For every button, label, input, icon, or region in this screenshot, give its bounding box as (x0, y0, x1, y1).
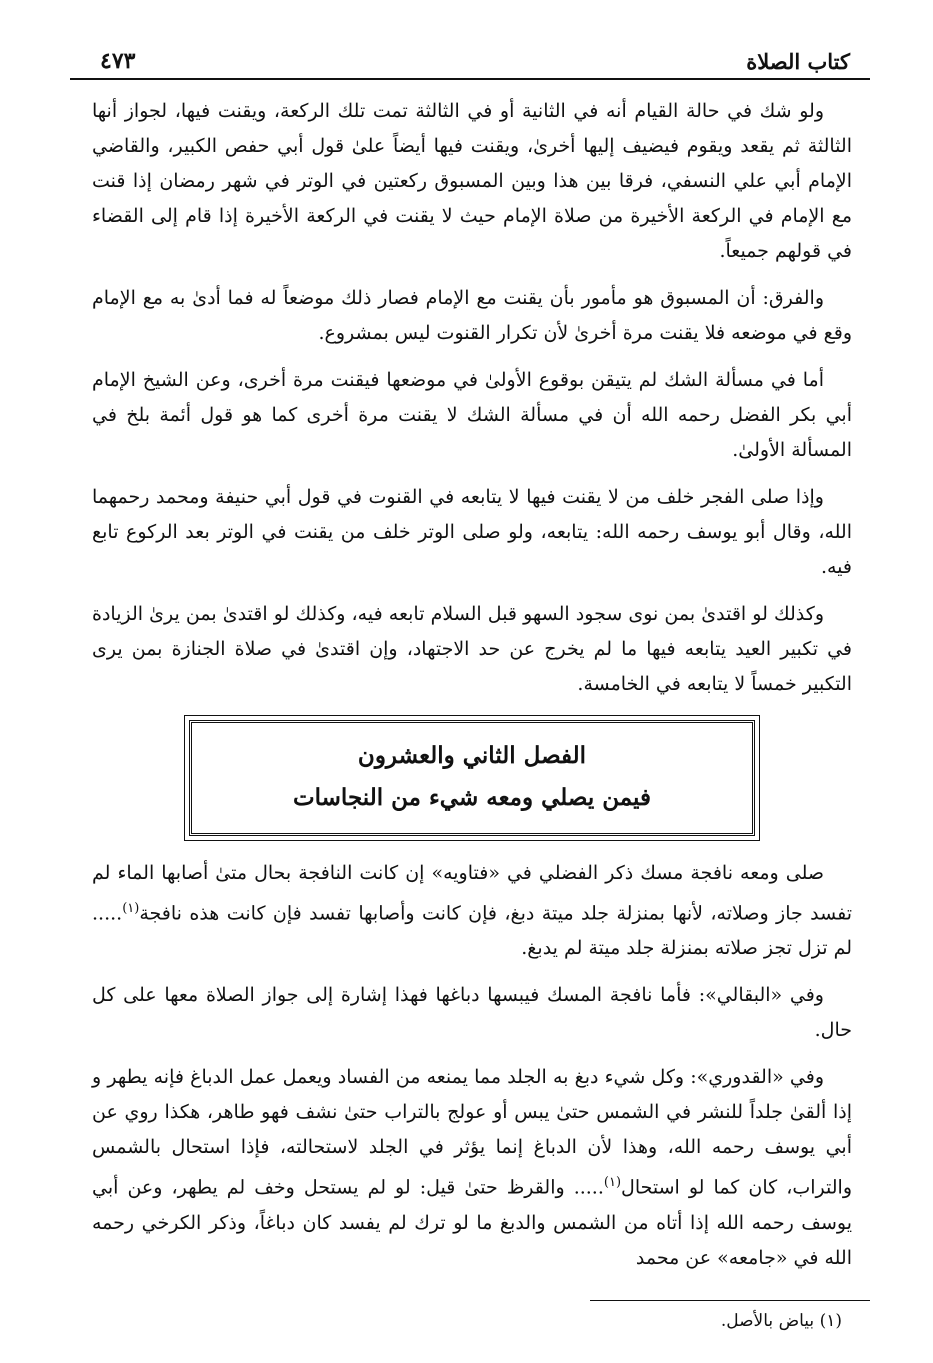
page-number: ٤٧٣ (100, 48, 136, 74)
chapter-heading-line2: فيمن يصلي ومعه شيء من النجاسات (293, 784, 651, 811)
footnote-marker: (١) (819, 1310, 842, 1331)
book-page (70, 40, 870, 1340)
paragraph: ولو شك في حالة القيام أنه في الثانية أو في الثالثة تمت تلك الركعة، ويقنت فيها، لجواز أنها الثالثة ثم يقعد ويقوم فيضيف إليها أخرىٰ، ويقنت فيها أيضاً علىٰ قول أبي حفص الكبير، والقاضي الإمام أبي علي النسفي، فرقا بين هذا وبين المسبوق ركعتين في الوتر في شهر رمضان إذا قنت مع الإمام في الركعة الأخيرة من صلاة الإمام حيث لا يقنت في الركعة الأخيرة إذا قام إلى القضاء في قولهم جميعاً. (92, 100, 852, 262)
paragraph: وإذا صلى الفجر خلف من لا يقنت فيها لا يتابعه في القنوت في قول أبي حنيفة ومحمد رحمهما الله، وقال أبو يوسف رحمه الله: يتابعه، ولو صلى الوتر خلف من يقنت في الوتر بعد الركوع تابع فيه. (92, 486, 852, 578)
footnote (70, 1311, 870, 1331)
chapter-heading-box (189, 720, 755, 836)
chapter-title: كتاب الصلاة (746, 49, 850, 74)
main-text (70, 94, 870, 1276)
paragraph-text: ..... لم تزل تجز صلاته بمنزلة جلد ميتة لم يدبغ. (92, 902, 852, 960)
paragraph: وفي «البقالي»: فأما نافجة المسك فيبسها دباغها فهذا إشارة إلى جواز الصلاة معها على كل حال. (92, 984, 852, 1042)
paragraph (92, 1060, 852, 1275)
footnote-text: بياض بالأصل. (720, 1310, 815, 1331)
footnote-divider (590, 1300, 870, 1301)
running-header (70, 40, 870, 80)
chapter-heading-line1: الفصل الثاني والعشرون (357, 742, 587, 769)
footnote-reference: (١) (603, 1175, 622, 1191)
footnote-reference: (١) (122, 901, 140, 916)
paragraph: وكذلك لو اقتدىٰ بمن نوى سجود السهو قبل السلام تابعه فيه، وكذلك لو اقتدىٰ بمن يرىٰ الزيادة في تكبير العيد يتابعه فيها ما لم يخرج عن حد الاجتهاد، وإن اقتدىٰ في صلاة الجنازة بمن يرى التكبير خمساً لا يتابعه في الخامسة. (92, 603, 852, 695)
paragraph-text: صلى ومعه نافجة مسك ذكر الفضلي في «فتاويه» إن كانت النافجة بحال متىٰ أصابها الماء لم تفسد جاز وصلاته، لأنها بمنزلة جلد ميتة دبغ، فإن كانت وأصابها تفسد فإن كانت هذه نافجة (92, 862, 852, 925)
paragraph-text: وفي «القدوري»: وكل شيء دبغ به الجلد مما يمنعه من الفساد ويعمل عمل الدباغ فإنه يطهر و إذا ألقىٰ جلداً للنشر في الشمس حتىٰ يبس أو عولج بالتراب حتىٰ نشف فهو طاهر، هكذا روي عن أبي يوسف رحمه الله، وهذا لأن الدباغ إنما يؤثر في الجلد لاستحالته، فإذا استحال بالشمس والتراب، كان كما لو استحال (92, 1066, 852, 1199)
paragraph-text: ..... والقرظ حتىٰ قيل: لو لم يستحل وخف لم يطهر، وعن أبي يوسف رحمه الله إذا أتاه من الشمس والدبغ ما لو ترك لم يفسد كان دباغاً، وذكر الكرخي رحمه الله في «جامعه» عن محمد (92, 1176, 852, 1269)
paragraph (92, 856, 852, 966)
paragraph: أما في مسألة الشك لم يتيقن بوقوع الأولىٰ في موضعها فيقنت مرة أخرى، وعن الشيخ الإمام أبي بكر الفضل رحمه الله أن في مسألة الشك لا يقنت مرة أخرى كما هو قول أئمة بلخ في المسألة الأولىٰ. (92, 369, 852, 461)
paragraph: والفرق: أن المسبوق هو مأمور بأن يقنت مع الإمام فصار ذلك موضعاً له فما أدىٰ به مع الإمام وقع في موضعه فلا يقنت مرة أخرىٰ لأن تكرار القنوت ليس بمشروع. (92, 287, 852, 344)
